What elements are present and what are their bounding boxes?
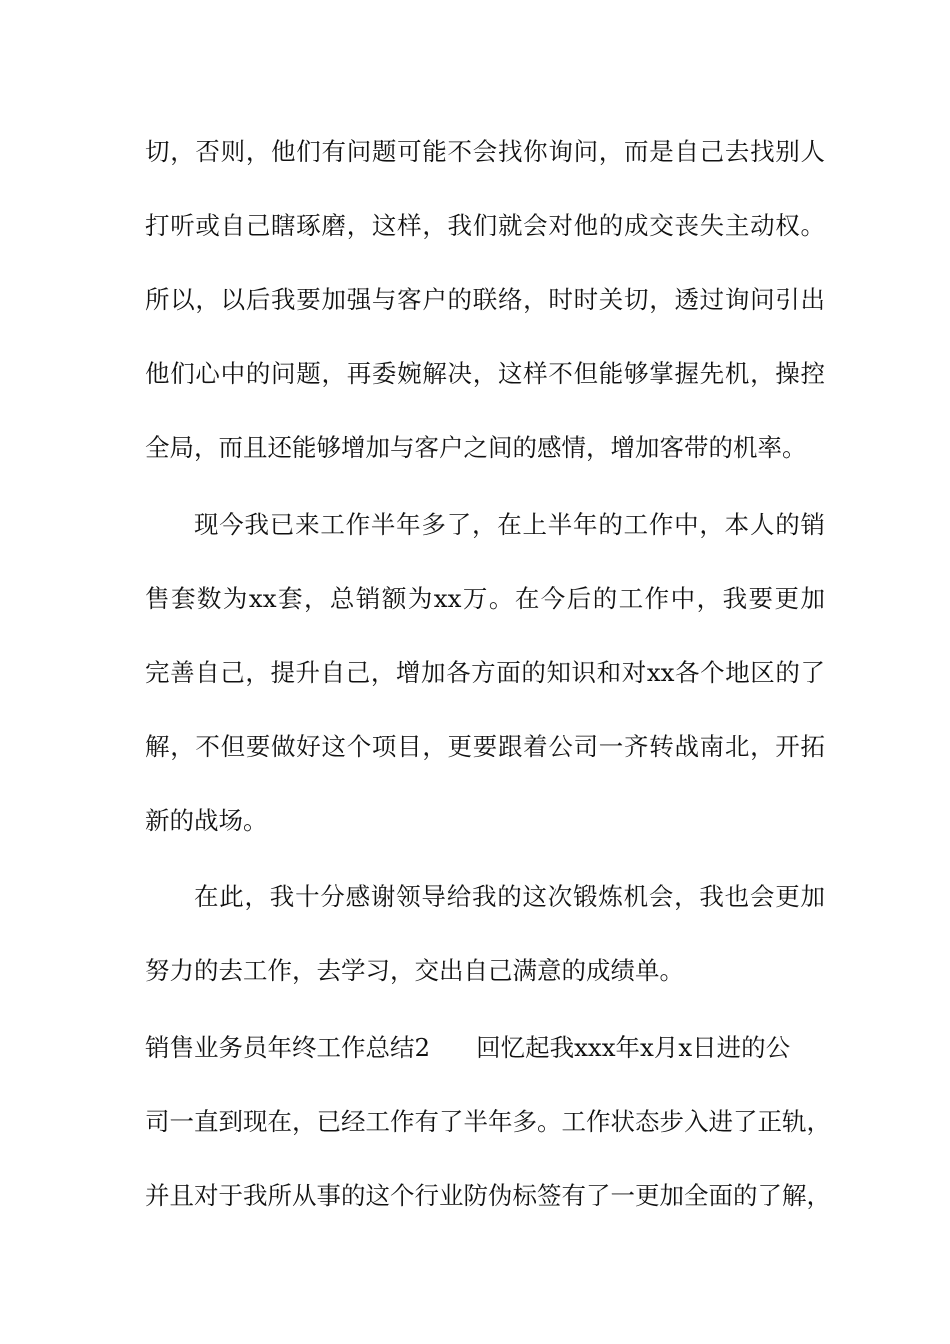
paragraph-line: 全局，而且还能够增加与客户之间的感情，增加客带的机率。 (145, 433, 807, 462)
paragraph-line: 并且对于我所从事的这个行业防伪标签有了一更加全面的了解， (145, 1181, 831, 1210)
section-first-line: 回忆起我xxx年x月x日进的公 (476, 1033, 791, 1062)
paragraph-line: 他们心中的问题，再委婉解决，这样不但能够掌握先机，操控 (145, 359, 825, 388)
paragraph-line: 切，否则，他们有问题可能不会找你询问，而是自己去找别人 (145, 137, 825, 166)
paragraph-line: 司一直到现在，已经工作有了半年多。工作状态步入进了正轨， (145, 1107, 831, 1136)
section-title: 销售业务员年终工作总结2 (145, 1033, 431, 1062)
paragraph-line: 努力的去工作，去学习，交出自己满意的成绩单。 (145, 956, 684, 985)
paragraph-line: 打听或自己瞎琢磨，这样，我们就会对他的成交丧失主动权。 (145, 211, 825, 240)
paragraph-line: 解，不但要做好这个项目，更要跟着公司一齐转战南北，开拓 (145, 732, 825, 761)
paragraph-line-indented: 在此，我十分感谢领导给我的这次锻炼机会，我也会更加 (194, 882, 825, 911)
paragraph-line: 新的战场。 (145, 806, 268, 835)
paragraph-line: 完善自己，提升自己，增加各方面的知识和对xx各个地区的了 (145, 658, 825, 687)
paragraph-line: 所以，以后我要加强与客户的联络，时时关切，透过询问引出 (145, 285, 825, 314)
section-heading-line (145, 1028, 825, 1068)
paragraph-line-indented: 现今我已来工作半年多了，在上半年的工作中，本人的销 (194, 510, 825, 539)
paragraph-line: 售套数为xx套，总销额为xx万。在今后的工作中，我要更加 (145, 584, 825, 613)
